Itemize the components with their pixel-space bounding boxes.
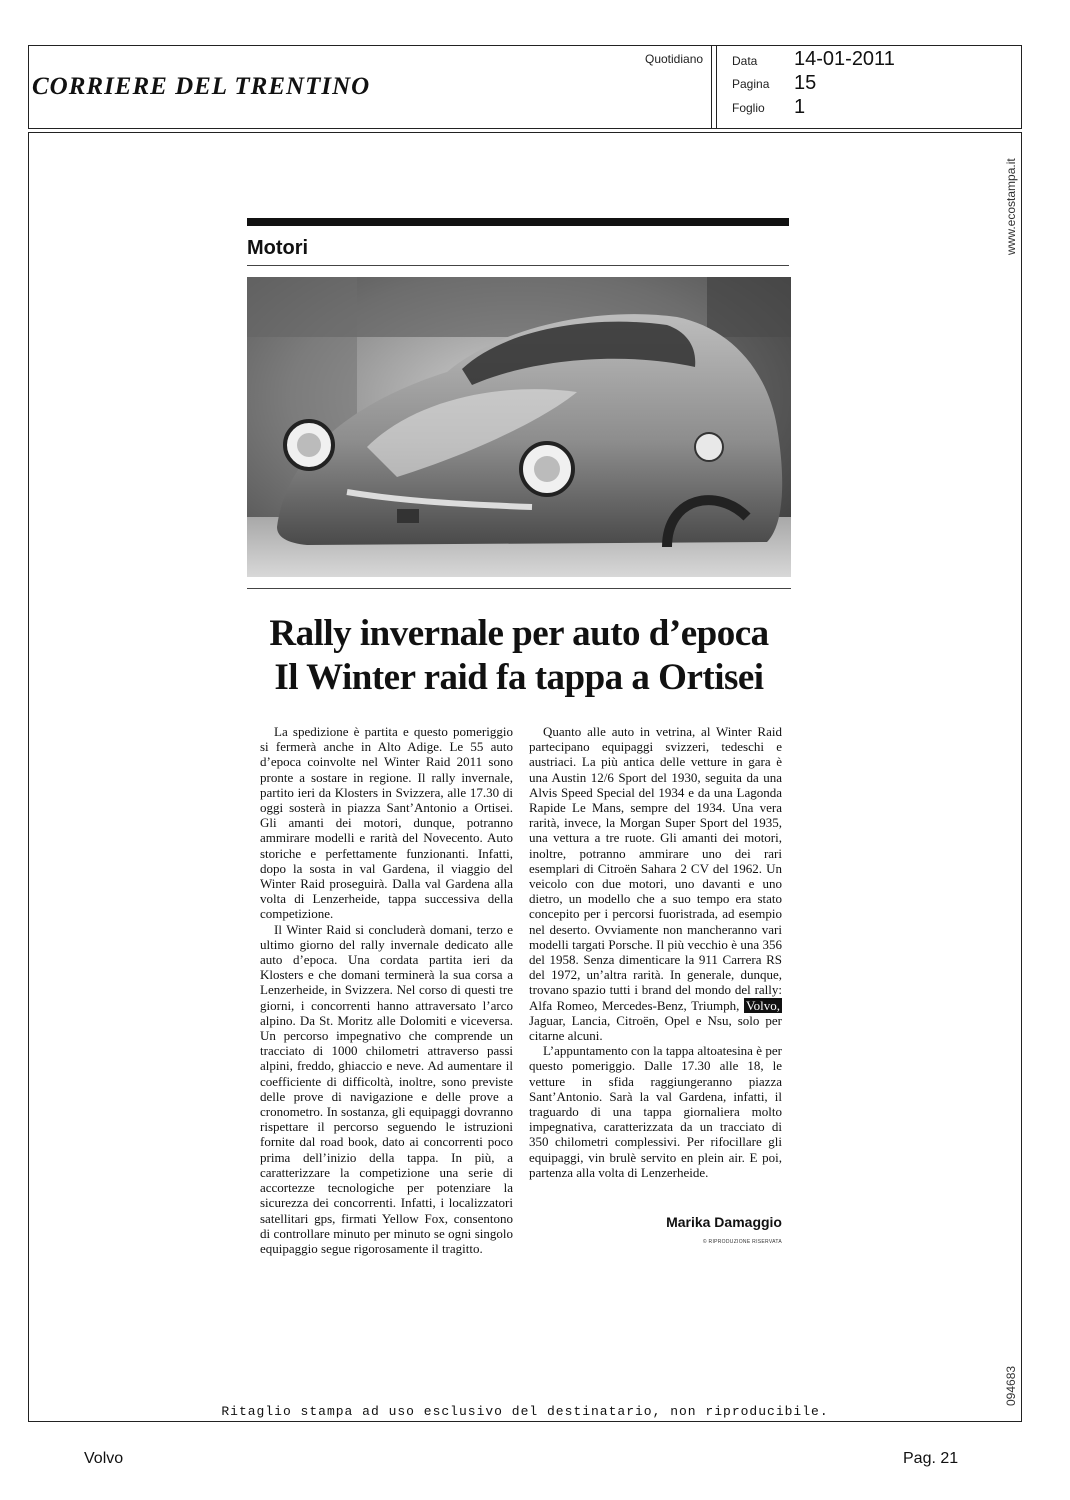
article-photo [247, 277, 791, 577]
clipping-notice: Ritaglio stampa ad uso esclusivo del destinatario, non riproducibile. [221, 1404, 829, 1419]
page-label: Pagina [732, 77, 770, 91]
article-body [260, 724, 782, 1264]
article-paragraph: L’appuntamento con la tappa altoatesina è per questo pomeriggio. Dalle 17.30 alle 18, le vetture in sfida raggiungeranno piazza Sant’Antonio. Sarà la val Gardena, infatti, il traguardo di una tappa giornaliera molto impegnativa, caratterizzata da un tracciato di 350 chilometri complessivi. Per rifocillare gli equipaggi, vin brulè servito en plein air. E poi, partenza alla volta di Lenzerheide. [529, 1043, 782, 1180]
page-value: 15 [794, 72, 817, 94]
article-headline [247, 612, 791, 700]
newspaper-masthead: CORRIERE DEL TRENTINO [32, 73, 371, 100]
paragraph-text: Quanto alle auto in vetrina, al Winter Raid partecipano equipaggi svizzeri, tedeschi e austriaci. La più antica delle vetture in gara è una Austin 12/6 Sport del 1930, seguita da una Alvis Speed Special del 1934 e da una Lagonda Rapide Le Mans, sempre del 1934. Una vera rarità, invece, la Morgan Super Sport del 1935, una vettura a tre ruote. Gli amanti dei motori, inoltre, potranno ammirare uno dei rari esemplari di Citroën Sahara 2 CV del 1962. Un veicolo con due motori, uno davanti e uno dietro, un modello che a suo tempo era stato concepito per i percorsi fuoristrada, ad esempio nel deserto. Ovviamente non mancheranno vari modelli targati Porsche. Il più vecchio è una 356 del 1958. Senza dimenticare la 911 Carrera RS del 1972, un’altra rarità. In generale, dunque, trovano spazio tutti i brand del mondo del rally: Alfa Romeo, Mercedes-Benz, Triumph, [529, 724, 782, 1013]
sheet-value: 1 [794, 96, 806, 118]
date-value: 14-01-2011 [794, 48, 895, 70]
page-number: Pag. 21 [903, 1450, 959, 1467]
header-divider [711, 45, 712, 129]
section-rule [247, 265, 789, 266]
headline-line-2: Il Winter raid fa tappa a Ortisei [274, 657, 764, 698]
section-bar [247, 218, 789, 226]
photo-rule [247, 588, 791, 589]
keyword-label: Volvo [84, 1450, 124, 1467]
paragraph-text: Jaguar, Lancia, Citroën, Opel e Nsu, solo per citarne alcuni. [529, 1012, 782, 1044]
headline-line-1: Rally invernale per auto d’epoca [269, 613, 769, 654]
clipping-code: 094683 [1004, 1365, 1018, 1406]
highlighted-keyword: Volvo, [745, 997, 781, 1013]
date-label: Data [732, 54, 758, 68]
website-watermark: www.ecostampa.it [1004, 158, 1018, 255]
article-paragraph: La spedizione è partita e questo pomeriggio si fermerà anche in Alto Adige. Le 55 auto d’epoca coinvolte nel Winter Raid 2011 sono pronte a sostare in regione. Il rally invernale, partito ieri da Klosters in Svizzera, alle 17.30 di oggi sosterà in piazza Sant’Antonio a Ortisei. Gli amanti dei motori, dunque, potranno ammirare modelli e rarità del Novecento. Auto storiche e perfettamente funzionanti. Infatti, dopo la sosta in val Gardena, il viaggio del Winter Raid proseguirà. Dalla val Gardena alla volta di Lenzerheide, tappa successiva della competizione. [260, 724, 513, 922]
copyright-notice: © RIPRODUZIONE RISERVATA [702, 1239, 782, 1245]
publication-type: Quotidiano [645, 52, 704, 66]
article-paragraph [529, 724, 782, 1043]
section-title: Motori [247, 237, 309, 259]
vintage-car-photo [247, 277, 791, 577]
article-author: Marika Damaggio [666, 1214, 782, 1230]
article-paragraph: Il Winter Raid si concluderà domani, terzo e ultimo giorno del rally invernale dedicato alle auto d’epoca. Una cordata partita ieri da Klosters e che domani terminerà la sua corsa a Lenzerheide, in Svizzera. Nel corso di questi tre giorni, i concorrenti hanno attraversato l’arco alpino. Da St. Moritz alle Dolomiti e viceversa. Un percorso impegnativo che comprende un tracciato di 1000 chilometri attraverso passi alpini, freddo, ghiaccio e neve. Ad aumentare il coefficiente di difficoltà, inoltre, sono previste delle prove di navigazione e delle prove a cronometro. In sostanza, gli equipaggi dovranno rispettare il percorso seguendo le istruzioni fornite dal road book, dato ai concorrenti poco prima dell’inizio della tappa. In più, a caratterizzare la competizione una serie di accortezze tecnologiche per potenziare la sicurezza dei concorrenti. Infatti, i localizzatori satellitari gps, firmati Yellow Fox, consentono di controllare minuto per minuto se ogni singolo equipaggio segue rigorosamente il tragitto. [260, 921, 513, 1256]
header-divider [716, 45, 717, 129]
sheet-label: Foglio [732, 101, 765, 115]
